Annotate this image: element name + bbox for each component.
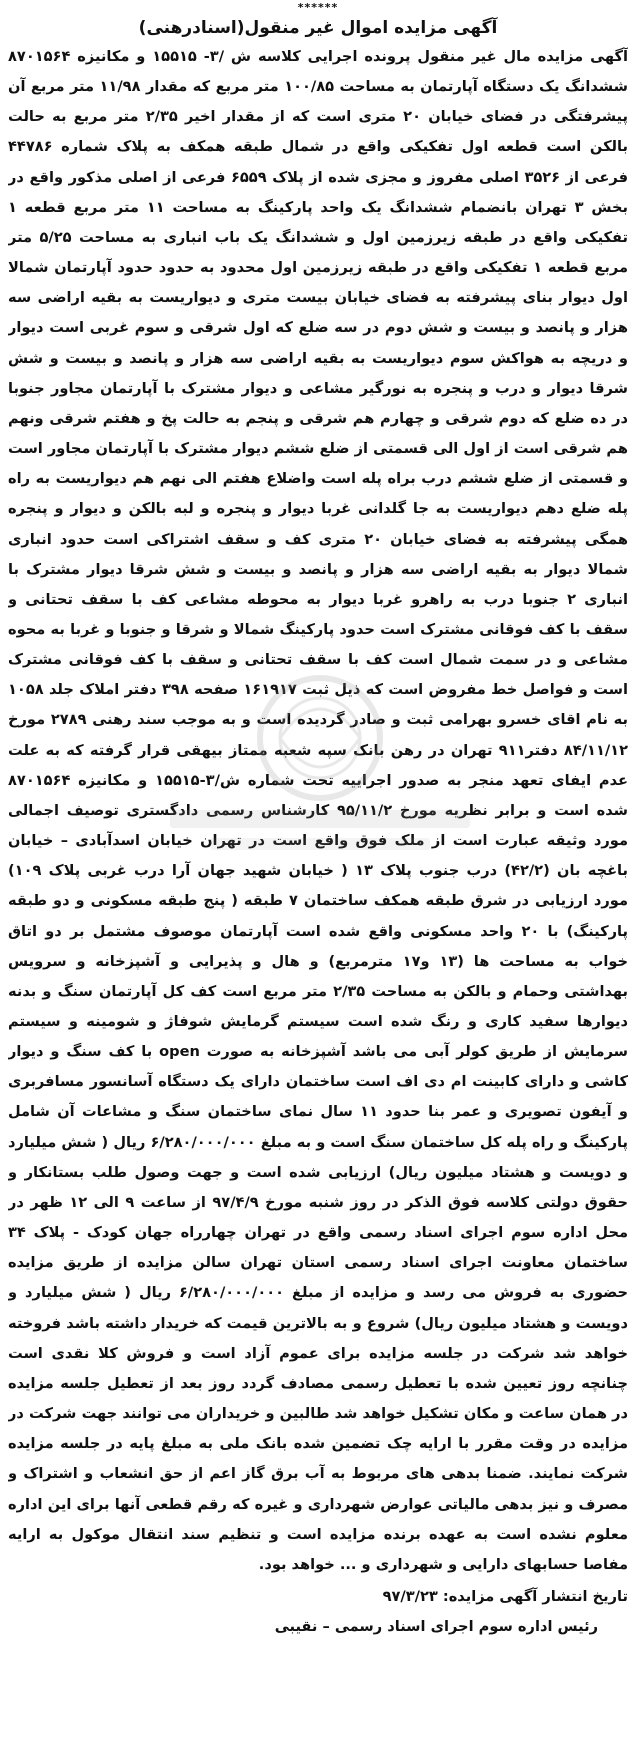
publication-date-value: ۹۷/۳/۲۳: [382, 1587, 438, 1605]
publication-date-label: تاریخ انتشار آگهی مزایده:: [442, 1587, 628, 1605]
signature-line: رئیس اداره سوم اجرای اسناد رسمی – نقیبی: [274, 1617, 598, 1635]
notice-body: آگهی مزایده مال غیر منقول پرونده اجرایی کلاسه ش /۳- ۱۵۵۱۵ و مکانیزه ۸۷۰۱۵۶۴ ششدانگ یک دستگاه آپارتمان به مساحت ۱۰۰/۸۵ متر مربع که مقدار ۱۱/۹۸ متر مربع آن پیشرفتگی در فضای خیابان ۲۰ متری است که از مقدار اخیر ۲/۳۵ متر مربع به حالت بالکن است قطعه اول تفکیکی واقع در شمال طبقه همکف به پلاک شماره ۴۴۷۸۶ فرعی از ۳۵۲۶ اصلی مفروز و مجزی شده از پلاک ۶۵۵۹ فرعی از اصلی مذکور واقع در بخش ۳ تهران بانضمام ششدانگ یک واحد پارکینگ به مساحت ۱۱ متر مربع قطعه ۱ تفکیکی واقع در طبقه زیرزمین اول و ششدانگ یک باب انباری به مساحت ۵/۲۵ متر مربع قطعه ۱ تفکیکی واقع در طبقه زیرزمین اول محدود به حدود حدود آپارتمان شمالا اول دیوار بنای پیشرفته به فضای خیابان بیست متری و دیواریست به بقیه اراضی سه هزار و پانصد و بیست و شش دوم در سه ضلع که اول شرقی و سوم غربی است دیوار و دریچه به هواکش سوم دیواریست به بقیه اراضی سه هزار و پانصد و بیست و شش شرقا دیوار و درب و پنجره به نورگیر مشاعی و دیوار مشترک با آپارتمان مجاور جنوبا در ده ضلع که دوم شرقی و چهارم هم شرقی و پنجم به حالت پخ و هفتم شرقی ونهم هم شرقی است از اول الی قسمتی از ضلع ششم دیوار مشترک با آپارتمان مجاور است و قسمتی از ضلع ششم درب براه پله است واضلاع هفتم الی نهم هم دیواریست به راه پله ضلع دهم دیواریست به جا گلدانی غربا دیوار و پنجره و لبه بالکن و دیوار و پنجره همگی پیشرفته به فضای خیابان ۲۰ متری کف و سقف اشتراکی است حدود انباری شمالا دیوار به بقیه اراضی سه هزار و پانصد و بیست و شش شرقا دیوار مشترک با انباری ۲ جنوبا درب به راهرو غربا دیوار به محوطه مشاعی کف با سقف تحتانی و سقف با کف فوقانی مشترک است حدود پارکینگ شمالا و شرقا و جنوبا و غربا به محوه مشاعی و در سمت شمال است کف با سقف تحتانی و سقف با کف فوقانی مشترک است و فواصل خط مفروض است که ذیل ثبت ۱۶۱۹۱۷ صفحه ۳۹۸ دفتر املاک جلد ۱۰۵۸ به نام اقای خسرو بهرامی ثبت و صادر گردیده است و به موجب سند رهنی ۲۷۸۹ مورخ ۸۴/۱۱/۱۲ دفتر۹۱۱ تهران در رهن بانک سپه شعبه ممتاز بیهقی قرار گرفته که به علت عدم ایفای تعهد منجر به صدور اجراییه تحت شماره ش/۳-۱۵۵۱۵ و مکانیزه ۸۷۰۱۵۶۴ شده است و برابر نظریه مورخ ۹۵/۱۱/۲ کارشناس رسمی دادگستری توصیف اجمالی مورد وثیقه عبارت است از ملک فوق واقع است در تهران خیابان اسدآبادی – خیابان باغچه بان (۴۲/۲) درب جنوب پلاک ۱۳ ( خیابان شهید جهان آرا درب غربی پلاک ۱۰۹) مورد ارزیابی در شرق طبقه همکف ساختمان ۷ طبقه ( پنج طبقه مسکونی و دو طبقه پارکینگ) با ۲۰ واحد مسکونی واقع شده است آپارتمان موصوف مشتمل بر دو اتاق خواب به مساحت ها (۱۳ و۱۷ مترمربع) و هال و پذیرایی و آشپزخانه و سرویس بهداشتی وحمام و بالکن به مساحت ۲/۳۵ متر مربع است کف کل آپارتمان سنگ و بدنه دیوارها سفید کاری و رنگ شده است سیستم گرمایش شوفاژ و شومینه و سیستم سرمایش از طریق کولر آبی می باشد آشپزخانه به صورت open با کف سنگ و دیوار کاشی و دارای کابینت ام دی اف است ساختمان دارای یک دستگاه آسانسور مسافربری و آیفون تصویری و عمر بنا حدود ۱۱ سال نمای ساختمان سنگ و مشاعات آن شامل پارکینگ و راه پله کل ساختمان سنگ است و به مبلغ ۶/۲۸۰/۰۰۰/۰۰۰ ریال ( شش میلیارد و دویست و هشتاد میلیون ریال) ارزیابی شده است و جهت وصول طلب بستانکار و حقوق دولتی کلاسه فوق الذکر در روز شنبه مورخ ۹۷/۴/۹ از ساعت ۹ الی ۱۲ ظهر در محل اداره سوم اجرای اسناد رسمی واقع در تهران چهارراه جهان کودک - پلاک ۳۴ ساختمان معاونت اجرای اسناد رسمی استان تهران سالن مزایده از طریق مزایده حضوری به فروش می رسد و مزایده از مبلغ ۶/۲۸۰/۰۰۰/۰۰۰ ریال ( شش میلیارد و دویست و هشتاد میلیون ریال) شروع و به بالاترین قیمت که خریدار داشته باشد فروخته خواهد شد شرکت در جلسه مزایده برای عموم آزاد است و فروش کلا نقدی است چنانچه روز تعیین شده با تعطیل رسمی مصادف گردد روز بعد از تعطیل جلسه مزایده در همان ساعت و مکان تشکیل خواهد شد طالبین و خریداران می توانند جهت شرکت در مزایده در وقت مقرر با ارایه چک تضمین شده بانک ملی به مبلغ پایه در جلسه مزایده شرکت نمایند. ضمنا بدهی های مربوط به آب برق گاز اعم از حق انشعاب و اشتراک و مصرف و نیز بدهی مالیاتی عوارض شهرداری و غیره که رقم قطعی آنها برای این اداره معلوم نشده است به عهده برنده مزایده است و تنظیم سند انتقال موکول به ارایه مفاصا حسابهای دارایی و شهرداری و ... خواهد بود.: [8, 48, 628, 1573]
star-divider: ******: [297, 2, 339, 14]
notice-title: آگهی مزایده اموال غیر منقول(اسنادرهنی): [138, 18, 498, 38]
auction-notice: [8, 2, 628, 1738]
publication-date-line: [8, 1582, 628, 1612]
